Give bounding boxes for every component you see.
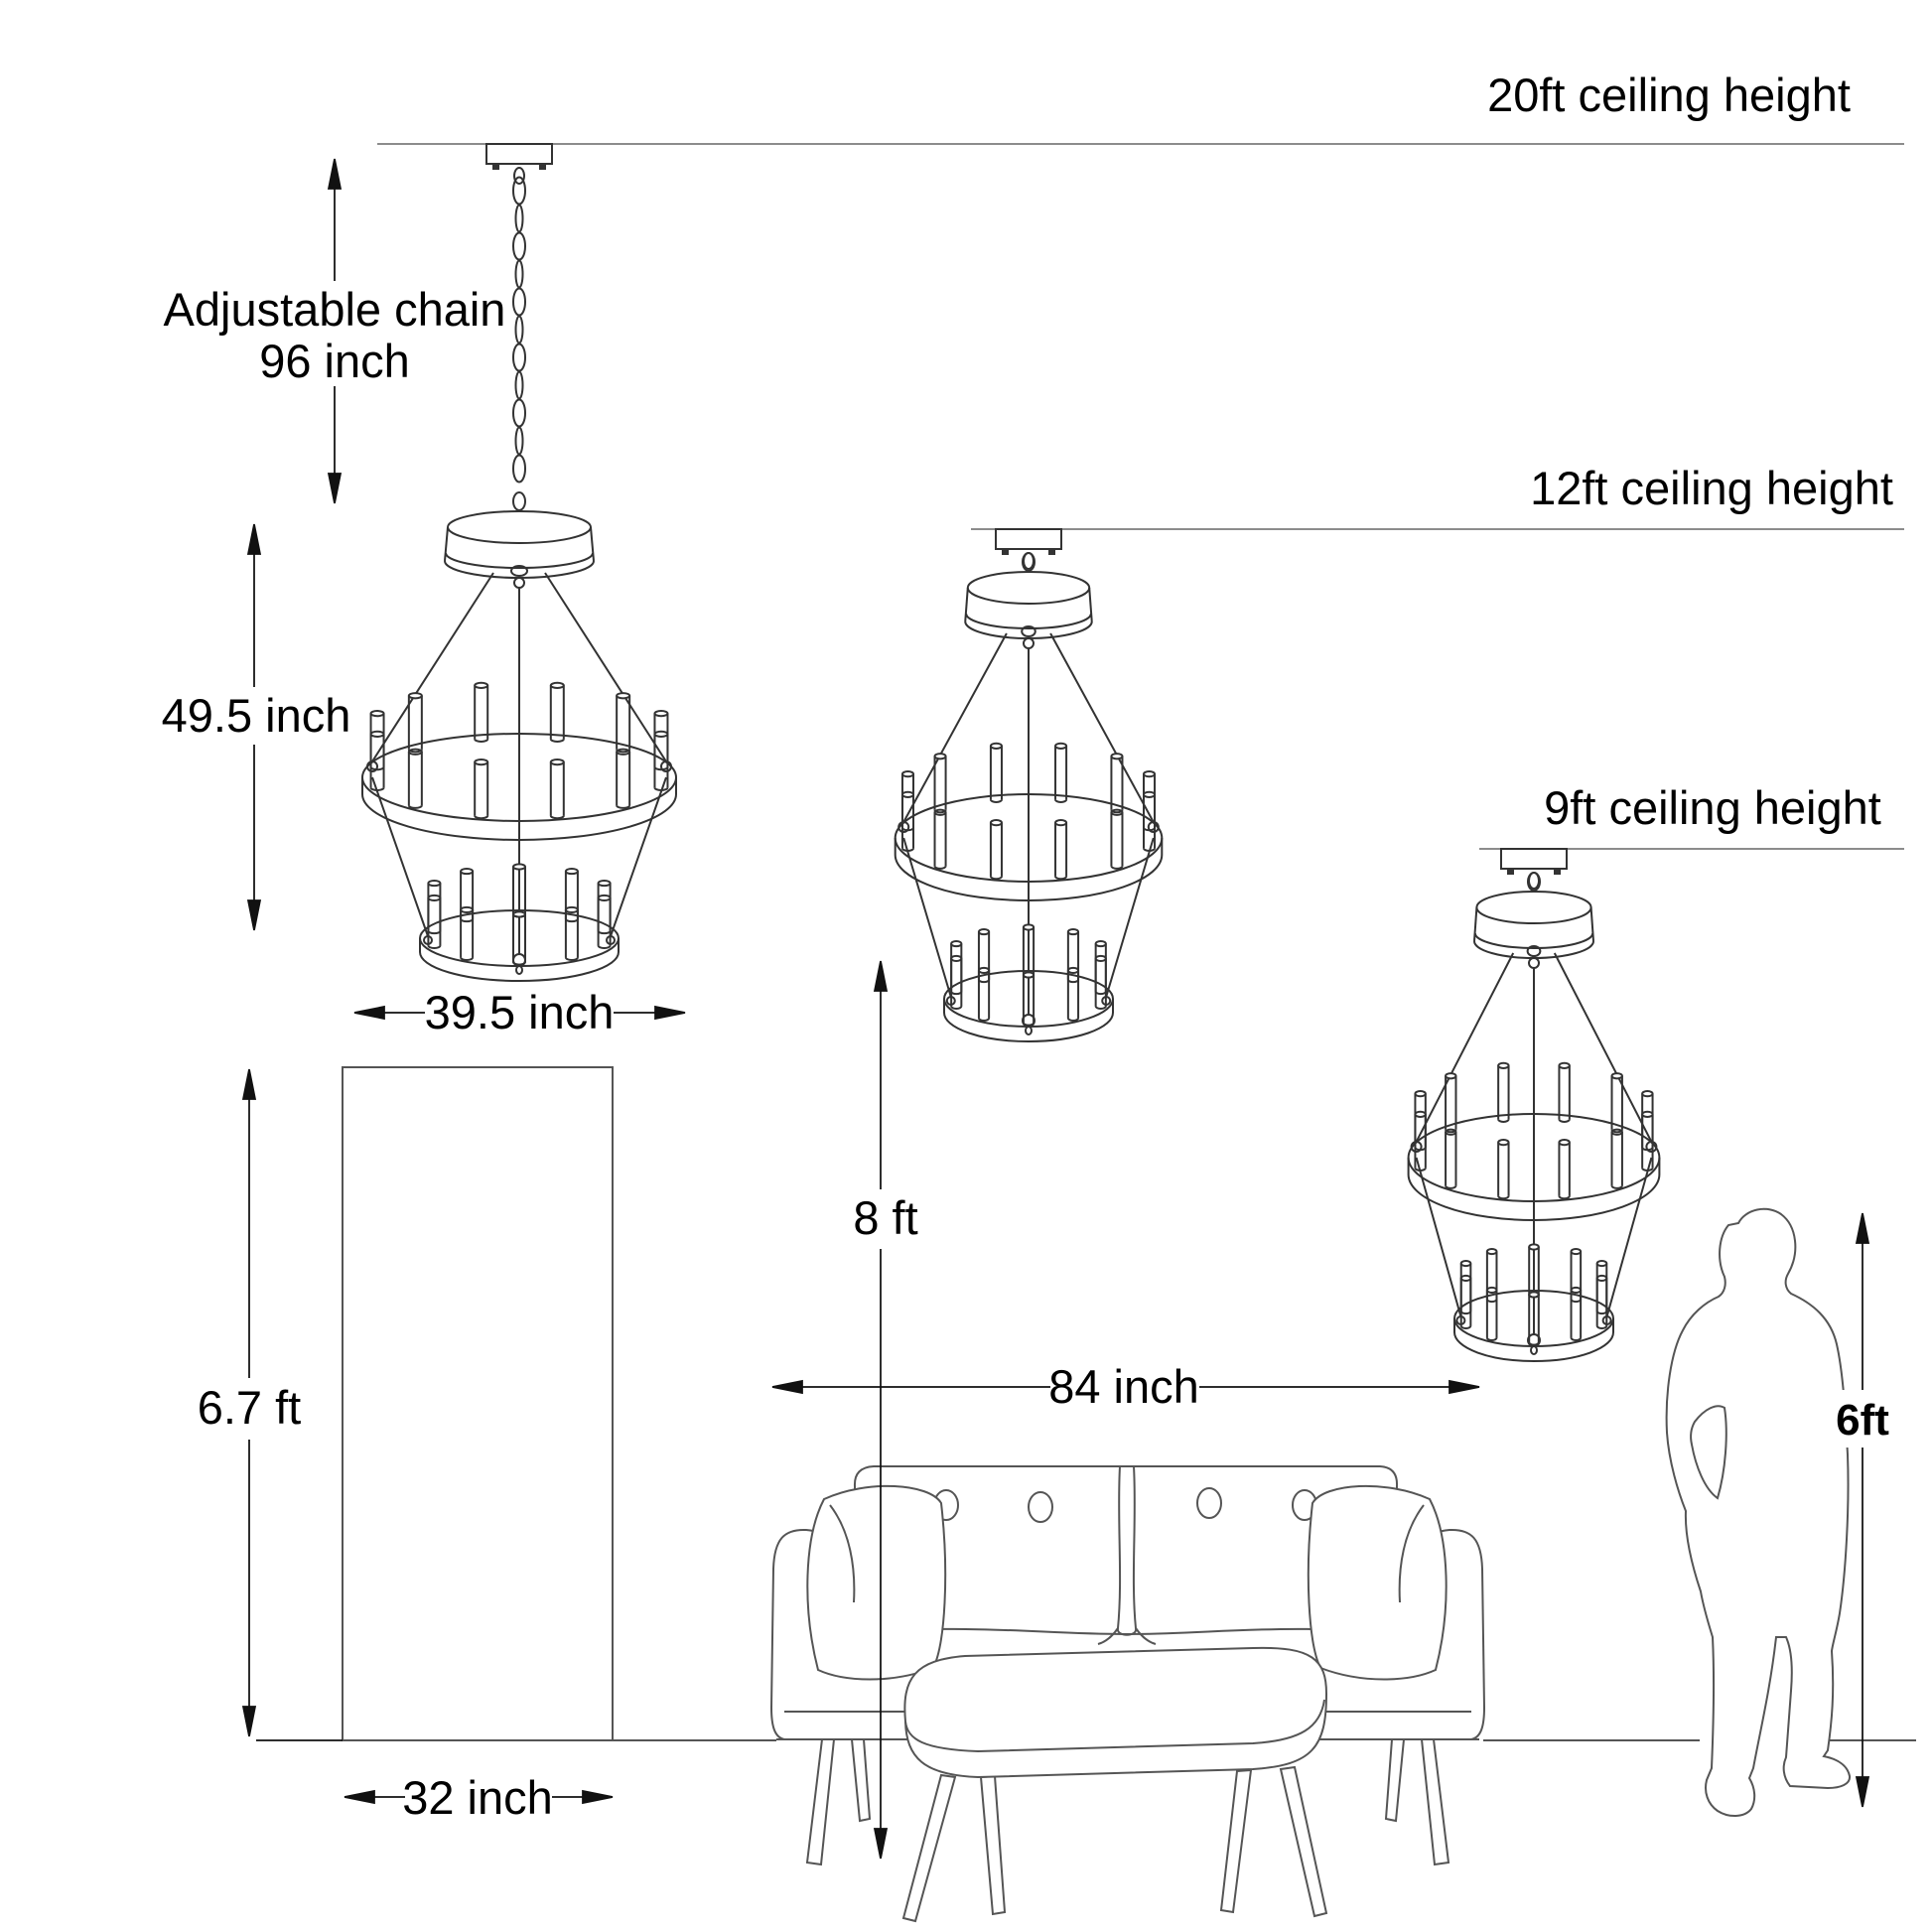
- chain-link: [513, 456, 525, 483]
- sofa-pillow-right: [1309, 1486, 1447, 1680]
- table-top: [904, 1648, 1326, 1777]
- sofa-button: [1197, 1488, 1221, 1518]
- label-fixture-height: 49.5 inch: [161, 689, 351, 742]
- table-leg: [1221, 1770, 1251, 1912]
- table-leg: [1281, 1767, 1326, 1916]
- sofa-leg: [1386, 1739, 1404, 1821]
- label-ceiling-9ft: 9ft ceiling height: [1544, 781, 1881, 834]
- chandelier-12ft: [896, 553, 1163, 1041]
- label-door-height: 6.7 ft: [197, 1381, 302, 1434]
- chain-link: [516, 206, 523, 232]
- chandelier-9ft: [1409, 873, 1660, 1361]
- chain-link: [513, 178, 525, 205]
- dim-room-height: [875, 961, 887, 1859]
- mount-screw: [539, 164, 546, 170]
- ceiling-mount: [1501, 849, 1567, 869]
- mount-screw: [492, 164, 499, 170]
- label-chain-line2: 96 inch: [259, 335, 410, 387]
- label-room-height: 8 ft: [853, 1191, 918, 1244]
- mount-screw: [1002, 549, 1009, 555]
- chain-link: [513, 289, 525, 316]
- ceiling-mount: [486, 144, 552, 164]
- chandeliers: [362, 144, 1659, 1361]
- chain-link: [513, 233, 525, 260]
- chain-link: [516, 372, 523, 399]
- sofa-leg: [852, 1739, 870, 1821]
- chain-link: [513, 345, 525, 371]
- sofa-seam-flare: [1098, 1628, 1156, 1644]
- chain-link: [516, 428, 523, 455]
- chain-link: [516, 261, 523, 288]
- person-silhouette: [1667, 1209, 1850, 1816]
- table-leg: [903, 1775, 955, 1921]
- chain-link: [513, 400, 525, 427]
- ceiling-mount: [996, 529, 1061, 549]
- person-outline: [1667, 1209, 1850, 1816]
- dim-person-height: [1857, 1213, 1868, 1807]
- label-ceiling-12ft: 12ft ceiling height: [1530, 462, 1893, 514]
- label-sofa-width: 84 inch: [1048, 1360, 1199, 1413]
- sofa-pillow-left: [807, 1486, 945, 1680]
- coffee-table: [903, 1648, 1326, 1921]
- mount-screw: [1554, 869, 1561, 875]
- sofa-center-seam: [1118, 1466, 1136, 1635]
- label-chain-line1: Adjustable chain: [163, 283, 506, 336]
- sofa-button: [1029, 1492, 1052, 1522]
- mount-screw: [1507, 869, 1514, 875]
- labels: [162, 69, 1893, 1824]
- label-ceiling-20ft: 20ft ceiling height: [1487, 69, 1851, 121]
- table-leg: [981, 1776, 1005, 1914]
- sofa-leg: [1422, 1739, 1449, 1864]
- label-person-height: 6ft: [1836, 1396, 1889, 1445]
- label-door-width: 32 inch: [402, 1771, 553, 1824]
- sofa-leg: [807, 1739, 834, 1864]
- chain-link: [516, 317, 523, 344]
- door-outline: [343, 1067, 613, 1740]
- mount-screw: [1048, 549, 1055, 555]
- label-fixture-width: 39.5 inch: [424, 986, 615, 1038]
- chandelier-20ft: [362, 492, 676, 981]
